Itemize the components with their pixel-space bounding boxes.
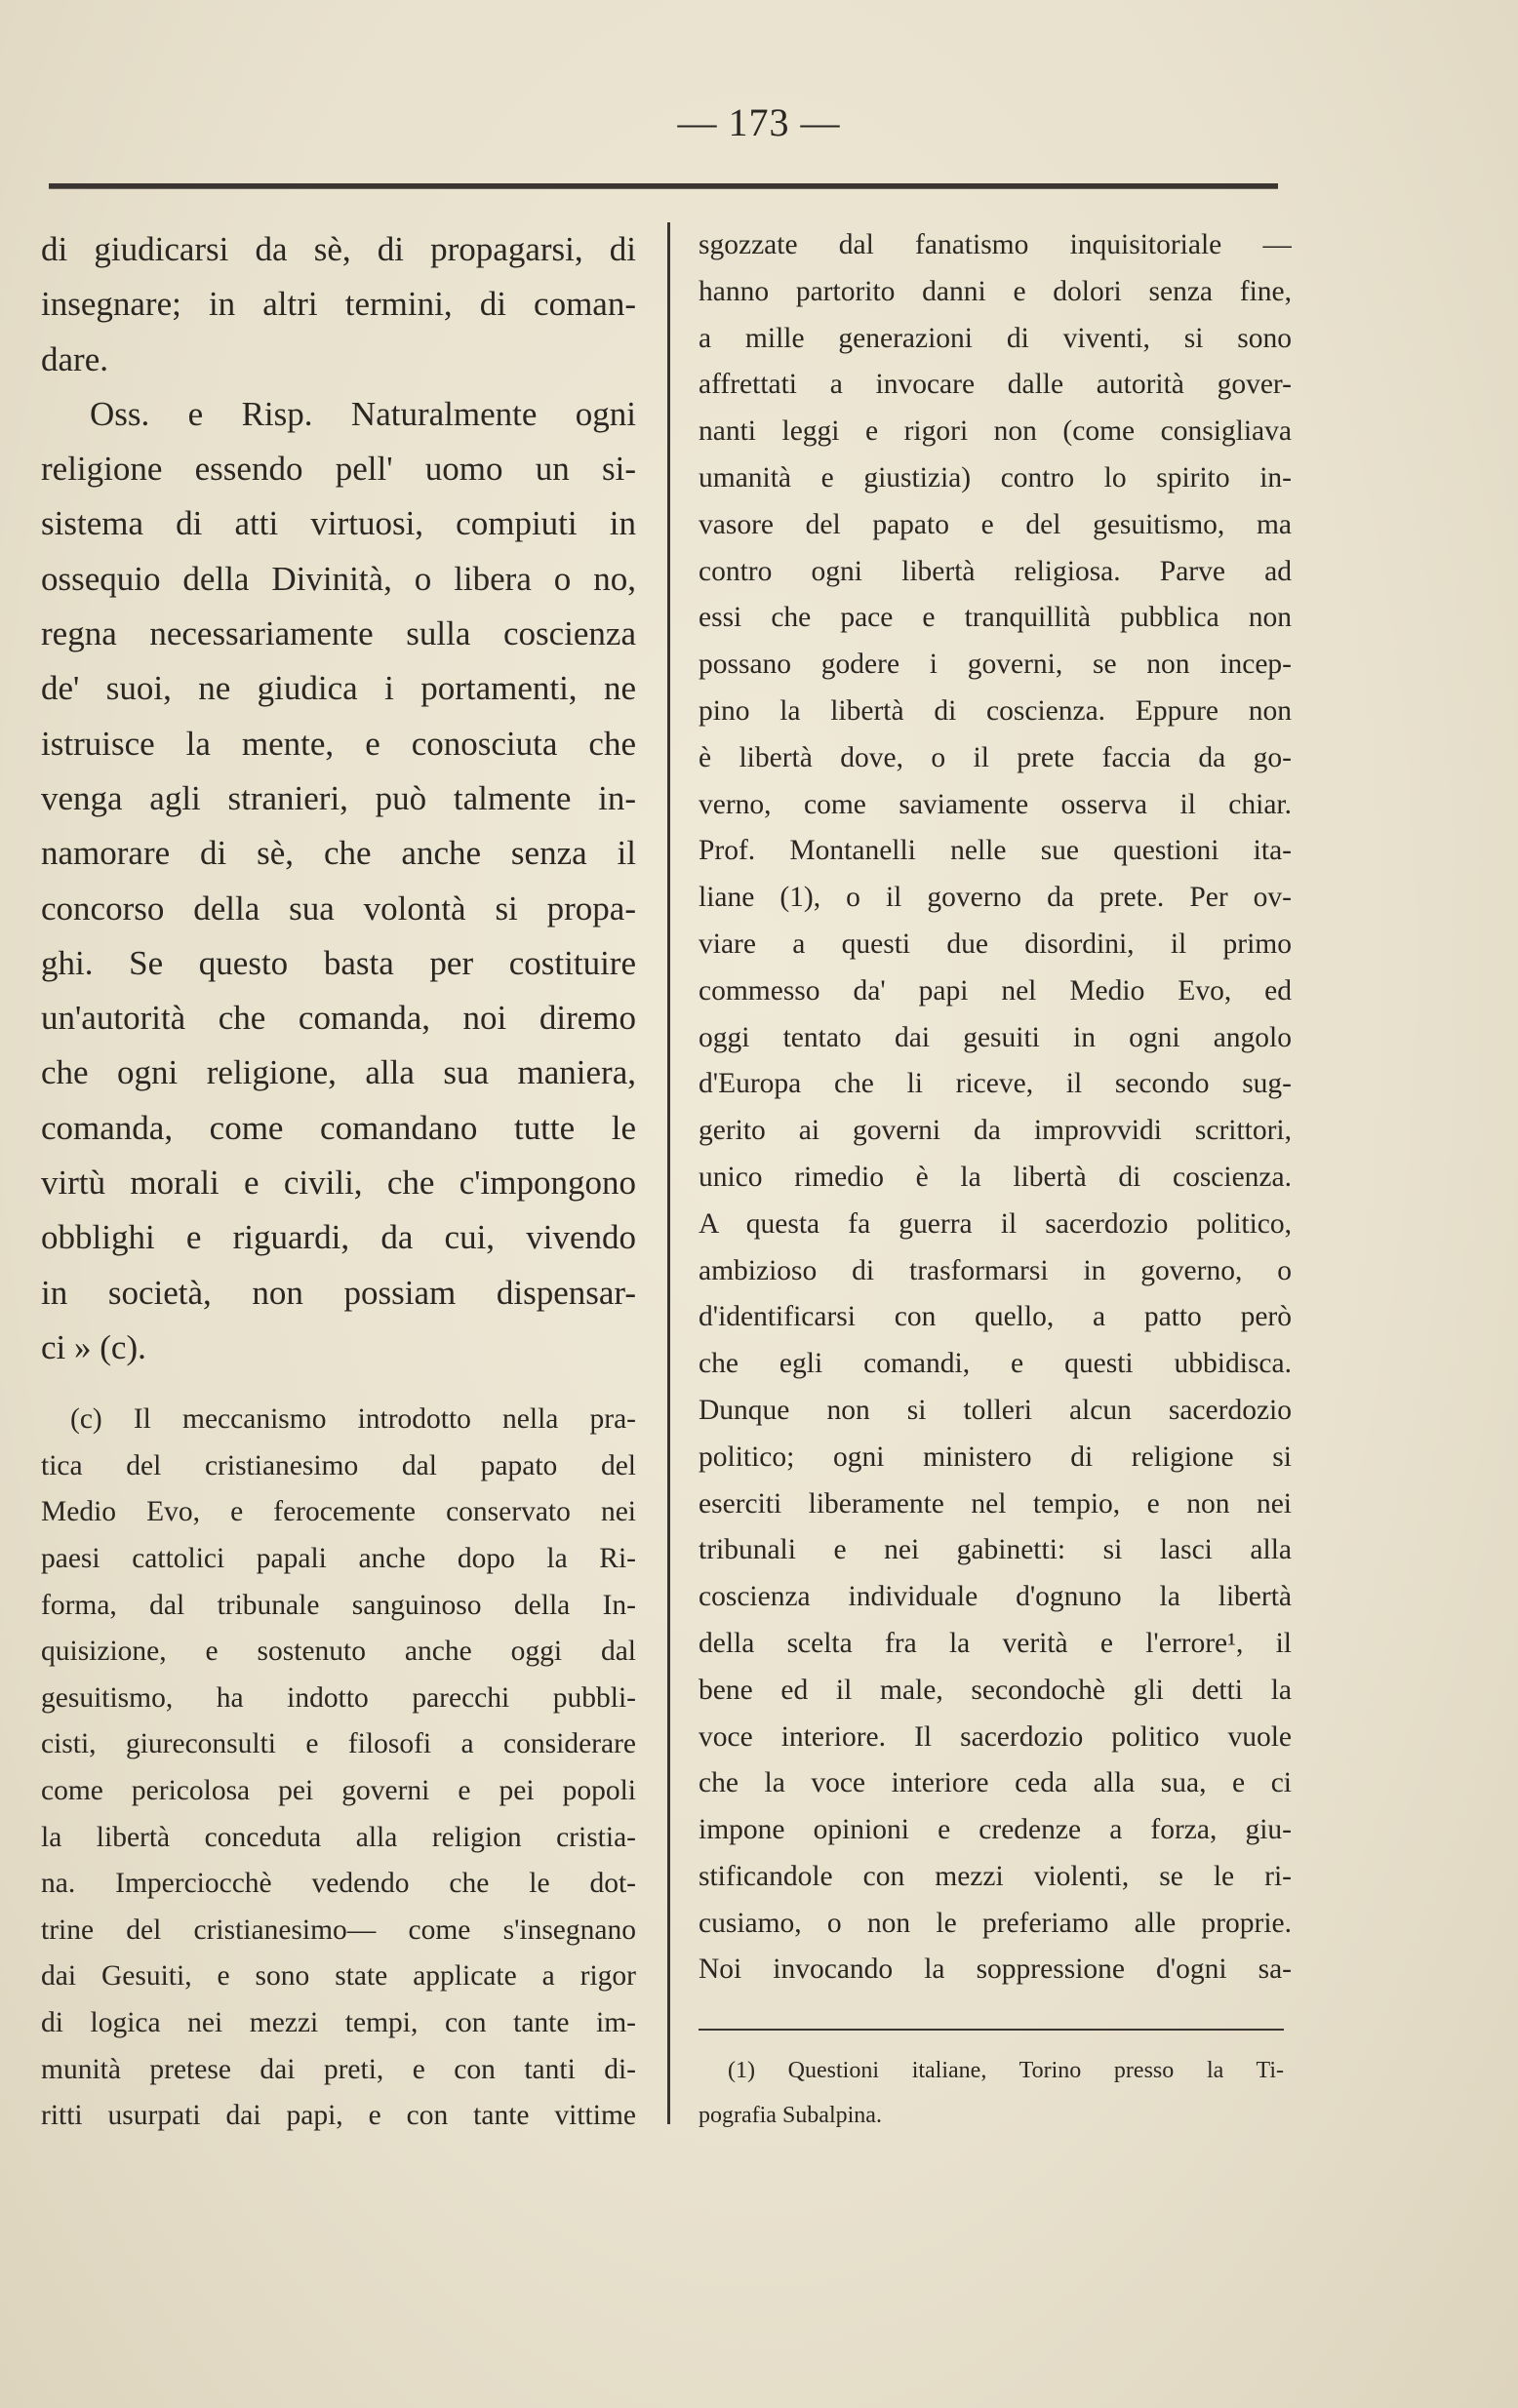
note-line: (c) Il meccanismo introdotto nella pra-: [70, 1403, 636, 1436]
text-line: ambizioso di trasformarsi in governo, o: [699, 1254, 1292, 1286]
text-line: voce interiore. Il sacerdozio politico vuole: [699, 1720, 1292, 1753]
text-line: di giudicarsi da sè, di propagarsi, di: [41, 230, 636, 268]
text-line: gerito ai governi da improvvidi scrittori,: [699, 1115, 1292, 1147]
text-line: in società, non possiam dispensar-: [41, 1273, 636, 1312]
text-line: d'identificarsi con quello, a patto però: [699, 1301, 1292, 1333]
text-line: insegnare; in altri termini, di coman-: [41, 285, 636, 324]
text-line: dare.: [41, 339, 108, 378]
text-line: nanti leggi e rigori non (come consigliava: [699, 415, 1292, 448]
text-line: venga agli stranieri, può talmente in-: [41, 778, 636, 817]
text-line: Prof. Montanelli nelle sue questioni ita-: [699, 835, 1292, 867]
footnote: [699, 2048, 1284, 2138]
note-line: trine del cristianesimo— come s'insegnano: [41, 1914, 636, 1946]
text-line: della scelta fra la verità e l'errore¹, il: [699, 1627, 1292, 1659]
note-line: dai Gesuiti, e sono state applicate a rigor: [41, 1960, 636, 1993]
text-line: d'Europa che li riceve, il secondo sug-: [699, 1068, 1292, 1100]
note-line: quisizione, e sostenuto anche oggi dal: [41, 1636, 636, 1668]
note-line: gesuitismo, ha indotto parecchi pubbli-: [41, 1681, 636, 1714]
text-line: viare a questi due disordini, il primo: [699, 928, 1292, 960]
footnote-rule: [699, 2029, 1284, 2031]
text-line: commesso da' papi nel Medio Evo, ed: [699, 974, 1292, 1007]
note-line: na. Imperciocchè vedendo che le dot-: [41, 1868, 636, 1900]
text-line: cusiamo, o non le preferiamo alle proprie.: [699, 1907, 1292, 1939]
note-line: di logica nei mezzi tempi, con tante im-: [41, 2006, 636, 2038]
text-line: eserciti liberamente nel tempio, e non nei: [699, 1487, 1292, 1520]
text-line: Dunque non si tolleri alcun sacerdozio: [699, 1394, 1292, 1426]
footnote-line: (1) Questioni italiane, Torino presso la Ti-: [728, 2058, 1284, 2083]
text-line: che egli comandi, e questi ubbidisca.: [699, 1348, 1292, 1380]
text-line: umanità e giustizia) contro lo spirito in-: [699, 461, 1292, 493]
text-line: vasore del papato e del gesuitismo, ma: [699, 508, 1292, 540]
note-line: cisti, giureconsulti e filosofi a considerare: [41, 1728, 636, 1760]
text-line: regna necessariamente sulla coscienza: [41, 614, 636, 653]
text-line: de' suoi, ne giudica i portamenti, ne: [41, 669, 636, 708]
text-line: bene ed il male, secondochè gli detti la: [699, 1674, 1292, 1706]
note-line: ritti usurpati dai papi, e con tante vittime: [41, 2100, 636, 2132]
text-line: essi che pace e tranquillità pubblica non: [699, 602, 1292, 634]
text-line: istruisce la mente, e conosciuta che: [41, 724, 636, 763]
note-line: paesi cattolici papali anche dopo la Ri-: [41, 1543, 636, 1575]
left-column-body: [41, 222, 636, 1375]
footnote-line: pografia Subalpina.: [699, 2103, 882, 2128]
text-line: sistema di atti virtuosi, compiuti in: [41, 504, 636, 543]
text-line: pino la libertà di coscienza. Eppure non: [699, 694, 1292, 727]
text-line: impone opinioni e credenze a forza, giu-: [699, 1814, 1292, 1846]
text-line: concorso della sua volontà si propa-: [41, 888, 636, 928]
text-line: è libertà dove, o il prete faccia da go-: [699, 741, 1292, 773]
text-line: Oss. e Risp. Naturalmente ogni: [90, 394, 636, 433]
text-line: stificandole con mezzi violenti, se le ri-: [699, 1860, 1292, 1892]
header-rule: [49, 183, 1278, 189]
text-line: ci » (c).: [41, 1327, 146, 1366]
note-line: tica del cristianesimo dal papato del: [41, 1449, 636, 1481]
note-c: [41, 1397, 636, 2140]
text-line: politico; ogni ministero di religione si: [699, 1441, 1292, 1473]
text-line: ossequio della Divinità, o libera o no,: [41, 559, 636, 598]
text-line: hanno partorito danni e dolori senza fine,: [699, 275, 1292, 307]
text-line: obblighi e riguardi, da cui, vivendo: [41, 1218, 636, 1257]
text-line: tribunali e nei gabinetti: si lasci alla: [699, 1534, 1292, 1566]
text-line: che ogni religione, alla sua maniera,: [41, 1053, 636, 1092]
right-column: [699, 222, 1292, 1994]
text-line: coscienza individuale d'ognuno la libertà: [699, 1581, 1292, 1613]
note-line: munità pretese dai preti, e con tanti di-: [41, 2053, 636, 2085]
text-line: un'autorità che comanda, noi diremo: [41, 999, 636, 1038]
text-line: liane (1), o il governo da prete. Per ov-: [699, 882, 1292, 914]
text-line: ghi. Se questo basta per costituire: [41, 943, 636, 982]
text-line: possano godere i governi, se non incep-: [699, 649, 1292, 681]
text-line: Noi invocando la soppressione d'ogni sa-: [699, 1954, 1292, 1986]
note-line: come pericolosa pei governi e pei popoli: [41, 1774, 636, 1806]
text-line: sgozzate dal fanatismo inquisitoriale —: [699, 229, 1292, 260]
note-line: la libertà conceduta alla religion cristia-: [41, 1821, 636, 1853]
text-line: A questa fa guerra il sacerdozio politico,: [699, 1207, 1292, 1240]
right-column-body: [699, 222, 1292, 1994]
text-line: a mille generazioni di viventi, si sono: [699, 322, 1292, 354]
text-line: virtù morali e civili, che c'impongono: [41, 1164, 636, 1203]
text-line: religione essendo pell' uomo un si-: [41, 450, 636, 489]
text-line: namorare di sè, che anche senza il: [41, 834, 636, 873]
note-line: Medio Evo, e ferocemente conservato nei: [41, 1496, 636, 1528]
text-line: che la voce interiore ceda alla sua, e ci: [699, 1767, 1292, 1799]
left-column: [41, 222, 636, 2140]
text-line: unico rimedio è la libertà di coscienza.: [699, 1161, 1292, 1193]
text-line: comanda, come comandano tutte le: [41, 1108, 636, 1147]
page-number: — 173 —: [677, 100, 841, 144]
text-line: contro ogni libertà religiosa. Parve ad: [699, 555, 1292, 587]
text-line: verno, come saviamente osserva il chiar.: [699, 788, 1292, 820]
note-line: forma, dal tribunale sanguinoso della In-: [41, 1589, 636, 1621]
text-line: affrettati a invocare dalle autorità gover-: [699, 369, 1292, 401]
column-divider: [667, 222, 670, 2124]
text-line: oggi tentato dai gesuiti in ogni angolo: [699, 1021, 1292, 1053]
